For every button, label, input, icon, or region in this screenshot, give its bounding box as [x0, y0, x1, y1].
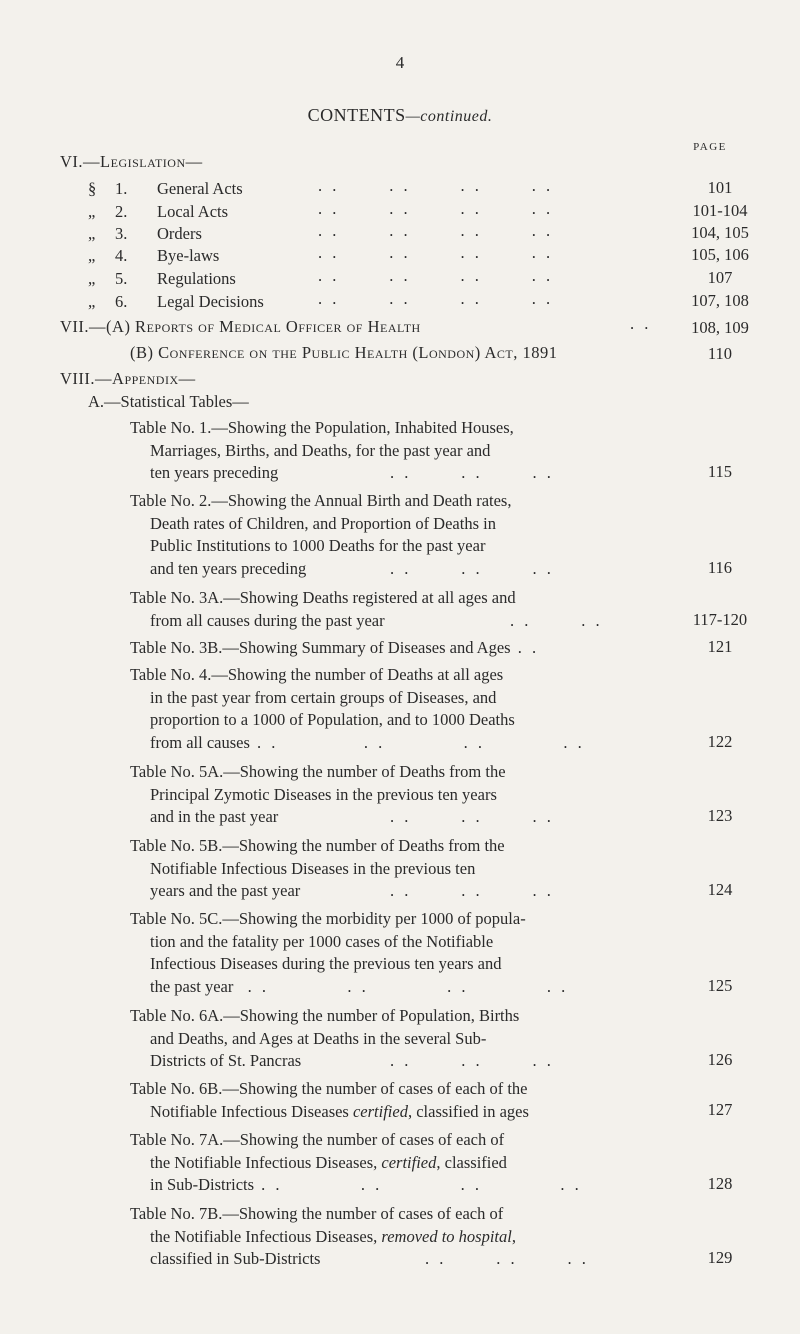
section-vii-a-page: 108, 109: [691, 318, 749, 337]
section-viii-heading: VIII.—Appendix—: [60, 369, 196, 388]
item-mark: „: [88, 224, 96, 243]
entry-line: proportion to a 1000 of Population, and to 1000 Deaths: [150, 710, 515, 729]
table-entry-7a: [130, 1129, 665, 1197]
table-entry-3b: [130, 637, 665, 660]
entry-line: tion and the fatality per 1000 cases of the Notifiable: [150, 931, 494, 951]
item-mark: „: [88, 269, 96, 288]
entry-text: from all causes during the past year: [150, 610, 385, 630]
item-label: Regulations: [157, 269, 236, 288]
entry-line: [130, 1248, 665, 1271]
entry-text: Notifiable Infectious Diseases: [150, 1101, 353, 1121]
entry-text: the Notifiable Infectious Diseases,: [150, 1152, 382, 1172]
entry-emphasis: certified: [381, 1152, 437, 1172]
table-entry-3a: [130, 587, 665, 632]
entry-line: Table No. 2.—Showing the Annual Birth and Death rates,: [130, 491, 512, 510]
item-number: 5.: [115, 269, 128, 288]
item-mark: §: [88, 179, 97, 198]
leader-dots: . . . . . .: [390, 558, 554, 578]
page-column-heading: PAGE: [693, 141, 727, 153]
entry-text: the past year: [150, 976, 234, 996]
table-entry-7b: [130, 1203, 665, 1271]
item-label: Orders: [157, 224, 202, 243]
leader-dots: . . . . . . . .: [233, 976, 569, 996]
entry-line: [130, 462, 665, 485]
leader-dots: . . . . . . . .: [318, 176, 554, 195]
item-number: 2.: [115, 202, 128, 221]
entry-line: [130, 976, 665, 999]
item-number: 3.: [115, 224, 128, 243]
leader-dots: . . . . . . . .: [318, 221, 554, 240]
entry-line: [130, 1050, 665, 1073]
entry-line: [130, 1101, 665, 1124]
entry-text: years and the past year: [150, 881, 301, 900]
entry-text: ,: [511, 1226, 516, 1246]
entry-line: [130, 610, 665, 633]
entry-line: Infectious Diseases during the previous ten years and: [150, 954, 502, 973]
table-entry-6b: [130, 1078, 665, 1123]
entry-line: Table No. 5A.—Showing the number of Deaths from the: [130, 762, 506, 781]
entry-line: Marriages, Births, and Deaths, for the past year and: [150, 440, 491, 460]
leader-dots: . . . . . . . .: [318, 266, 554, 285]
item-label: Legal Decisions: [157, 292, 264, 311]
entry-text: , classified: [436, 1152, 507, 1172]
table-entry-page: 115: [707, 462, 733, 481]
entry-line: Table No. 6A.—Showing the number of Population, Births: [130, 1006, 520, 1025]
item-mark: „: [88, 202, 96, 221]
leader-dots: . . . . . . . .: [318, 199, 554, 218]
entry-line: [130, 1226, 665, 1249]
item-number: 1.: [115, 179, 128, 198]
entry-line: Table No. 3A.—Showing Deaths registered at all ages and: [130, 588, 516, 607]
table-entry-page: 122: [707, 732, 733, 751]
item-label: Local Acts: [157, 202, 229, 221]
item-page: 101: [707, 178, 733, 197]
table-entry-5b: [130, 835, 665, 903]
entry-line: [130, 880, 665, 903]
item-mark: „: [88, 246, 96, 265]
entry-line: [130, 806, 665, 829]
entry-text: , classified in ages: [407, 1101, 529, 1121]
leader-dots: . . . . . . . .: [254, 1175, 582, 1194]
entry-line: [130, 1152, 665, 1175]
leader-dots: . . . . . .: [390, 807, 554, 826]
table-entry-2: [130, 490, 665, 580]
table-entry-page: 124: [707, 880, 733, 899]
entry-line: Death rates of Children, and Proportion of Deaths in: [150, 513, 496, 533]
table-entry-page: 126: [707, 1050, 733, 1069]
leader-dots: . . . . . . . .: [249, 732, 585, 752]
entry-line: Principal Zymotic Diseases in the previous ten years: [150, 784, 497, 804]
item-label: Bye-laws: [157, 246, 220, 265]
entry-line: [130, 1174, 665, 1197]
item-mark: „: [88, 292, 96, 311]
entry-text: and ten years preceding: [150, 558, 307, 578]
entry-text: classified in Sub-Districts: [150, 1249, 321, 1268]
entry-text: ten years preceding: [150, 463, 279, 482]
entry-line: Table No. 5C.—Showing the morbidity per 1000 of popula-: [130, 909, 526, 928]
leader-dots: . . . . . .: [425, 1249, 589, 1268]
entry-line: Table No. 6B.—Showing the number of cases of each of the: [130, 1079, 528, 1098]
section-vii-b-page: 110: [707, 344, 733, 363]
page-title: [0, 105, 800, 126]
table-entry-6a: [130, 1005, 665, 1073]
entry-text: the Notifiable Infectious Diseases,: [150, 1226, 382, 1246]
entry-line: Table No. 7B.—Showing the number of cases of each of: [130, 1204, 504, 1223]
section-vii-a: VII.—(A) Reports of Medical Officer of Health: [60, 317, 421, 336]
title-suffix: —continued.: [405, 108, 493, 125]
item-page: 107: [707, 268, 733, 287]
item-page: 104, 105: [691, 223, 749, 242]
item-number: 4.: [115, 246, 128, 265]
leader-dots: . . . . . . . .: [318, 243, 554, 262]
leader-dots: . . . . . . . .: [318, 289, 554, 308]
table-entry-page: 123: [707, 806, 733, 825]
entry-text: in Sub-Districts: [150, 1175, 255, 1194]
entry-emphasis: removed to hospital: [381, 1226, 512, 1246]
table-entry-page: 129: [707, 1248, 733, 1267]
appendix-a-heading: A.—Statistical Tables—: [88, 392, 249, 411]
table-entry-page: 125: [707, 976, 733, 995]
leader-dots: . . . . . .: [390, 1051, 554, 1070]
entry-text: Table No. 3B.—Showing Summary of Diseases and Ages: [130, 638, 511, 657]
leader-dots: . .: [510, 638, 540, 657]
item-page: 105, 106: [691, 245, 749, 264]
table-entry-4: [130, 664, 665, 754]
page-number: 4: [395, 53, 405, 72]
item-label: General Acts: [157, 179, 243, 198]
leader-dots: . . . . . .: [390, 881, 554, 900]
title-text: CONTENTS: [307, 105, 406, 125]
table-entry-page: 117-120: [692, 610, 748, 629]
table-entry-page: 121: [707, 637, 733, 656]
section-vii-b: (B) Conference on the Public Health (London) Act, 1891: [130, 343, 558, 362]
entry-emphasis: certified: [352, 1101, 408, 1121]
entry-line: and Deaths, and Ages at Deaths in the several Sub-: [150, 1028, 487, 1048]
item-page: 101-104: [692, 201, 748, 220]
table-entry-1: [130, 417, 665, 485]
leader-dots: . . . .: [510, 610, 603, 630]
entry-text: from all causes: [150, 732, 250, 752]
entry-line: Table No. 7A.—Showing the number of cases of each of: [130, 1130, 505, 1149]
entry-line: Public Institutions to 1000 Deaths for the past year: [150, 536, 486, 555]
table-entry-page: 128: [707, 1174, 733, 1193]
item-page: 107, 108: [691, 291, 749, 310]
table-entry-5a: [130, 761, 665, 829]
section-vi-heading: VI.—Legislation—: [60, 152, 203, 171]
table-entry-page: 127: [707, 1100, 733, 1119]
leader-dots: . . . . . .: [390, 463, 554, 482]
entry-line: Table No. 5B.—Showing the number of Deaths from the: [130, 836, 505, 855]
entry-line: [130, 732, 665, 755]
entry-text: Districts of St. Pancras: [150, 1051, 302, 1070]
entry-line: Table No. 4.—Showing the number of Deaths at all ages: [130, 665, 504, 684]
leader-dots: . .: [630, 314, 652, 333]
entry-line: Table No. 1.—Showing the Population, Inhabited Houses,: [130, 418, 514, 437]
entry-line: [130, 637, 665, 660]
table-entry-5c: [130, 908, 665, 998]
item-number: 6.: [115, 292, 128, 311]
table-entry-page: 116: [707, 558, 733, 577]
entry-line: in the past year from certain groups of Diseases, and: [150, 687, 497, 707]
entry-text: and in the past year: [150, 807, 279, 826]
entry-line: [130, 558, 665, 581]
entry-line: Notifiable Infectious Diseases in the previous ten: [150, 858, 476, 878]
